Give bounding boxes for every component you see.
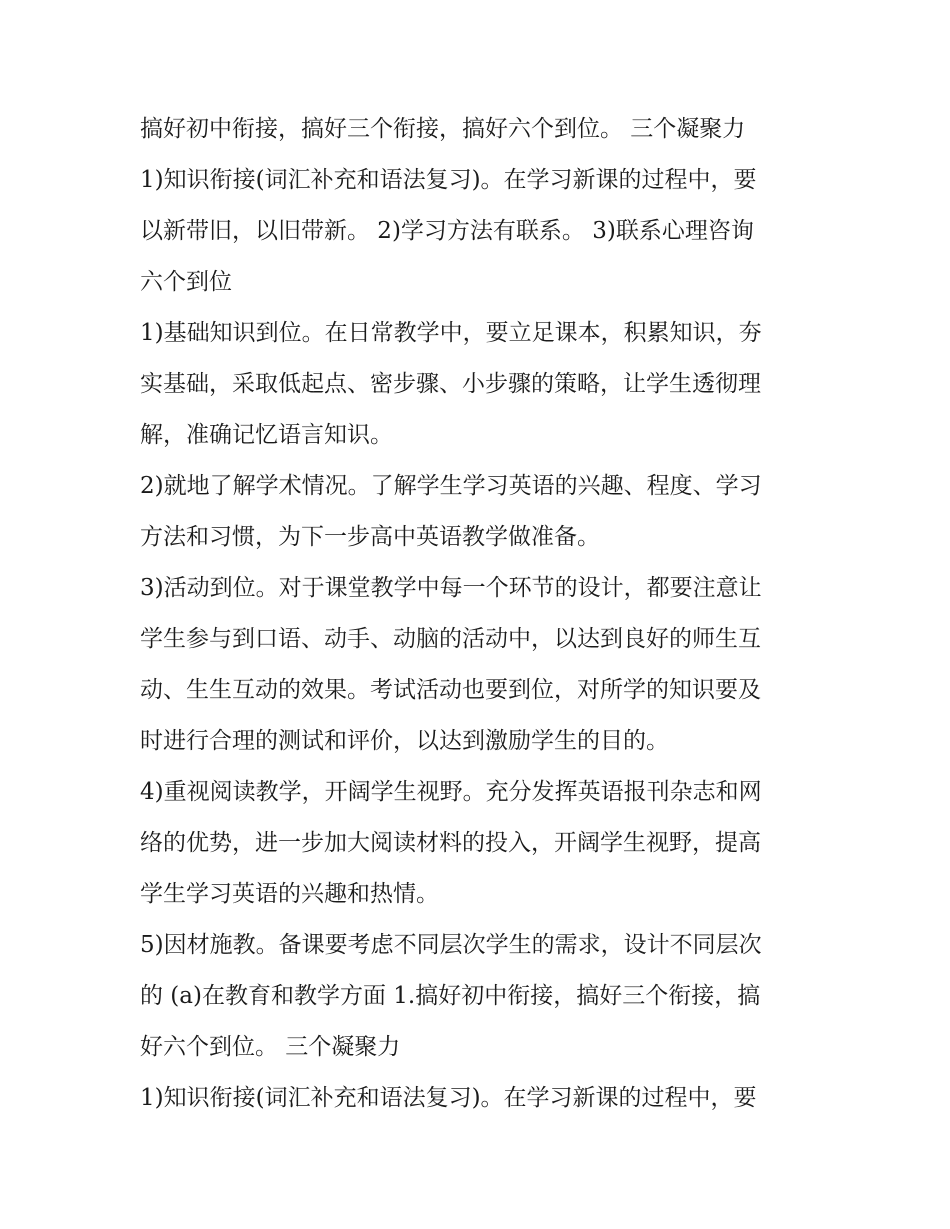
text-line: 解，准确记忆语言知识。 (140, 422, 393, 448)
text-line: 六个到位 (140, 269, 232, 295)
text-line: 时进行合理的测试和评价，以达到激励学生的目的。 (140, 728, 669, 754)
document-page (140, 104, 820, 1124)
text-line: 3)活动到位。对于课堂教学中每一个环节的设计，都要注意让 (140, 575, 762, 601)
text-line: 实基础，采取低起点、密步骤、小步骤的策略，让学生透彻理 (140, 371, 761, 397)
text-line: 方法和习惯，为下一步高中英语教学做准备。 (140, 524, 600, 550)
text-line: 4)重视阅读教学，开阔学生视野。充分发挥英语报刊杂志和网 (140, 779, 762, 805)
text-line: 1)知识衔接(词汇补充和语法复习)。在学习新课的过程中，要 (140, 167, 757, 193)
text-line: 2)就地了解学术情况。了解学生学习英语的兴趣、程度、学习 (140, 473, 762, 499)
text-line: 学生参与到口语、动手、动脑的活动中，以达到良好的师生互 (140, 626, 761, 652)
text-line: 搞好初中衔接，搞好三个衔接，搞好六个到位。 三个凝聚力 (140, 116, 746, 142)
text-line: 5)因材施教。备课要考虑不同层次学生的需求，设计不同层次 (140, 932, 762, 958)
text-line: 好六个到位。 三个凝聚力 (140, 1034, 401, 1060)
text-line: 的 (a)在教育和教学方面 1.搞好初中衔接，搞好三个衔接，搞 (140, 983, 761, 1009)
text-line: 络的优势，进一步加大阅读材料的投入，开阔学生视野，提高 (140, 830, 761, 856)
text-line: 学生学习英语的兴趣和热情。 (140, 881, 439, 907)
text-line: 1)知识衔接(词汇补充和语法复习)。在学习新课的过程中，要 (140, 1085, 757, 1111)
text-line: 1)基础知识到位。在日常教学中，要立足课本，积累知识，夯 (140, 320, 762, 346)
text-line: 动、生生互动的效果。考试活动也要到位，对所学的知识要及 (140, 677, 761, 703)
text-line: 以新带旧，以旧带新。 2)学习方法有联系。 3)联系心理咨询 (140, 218, 754, 244)
